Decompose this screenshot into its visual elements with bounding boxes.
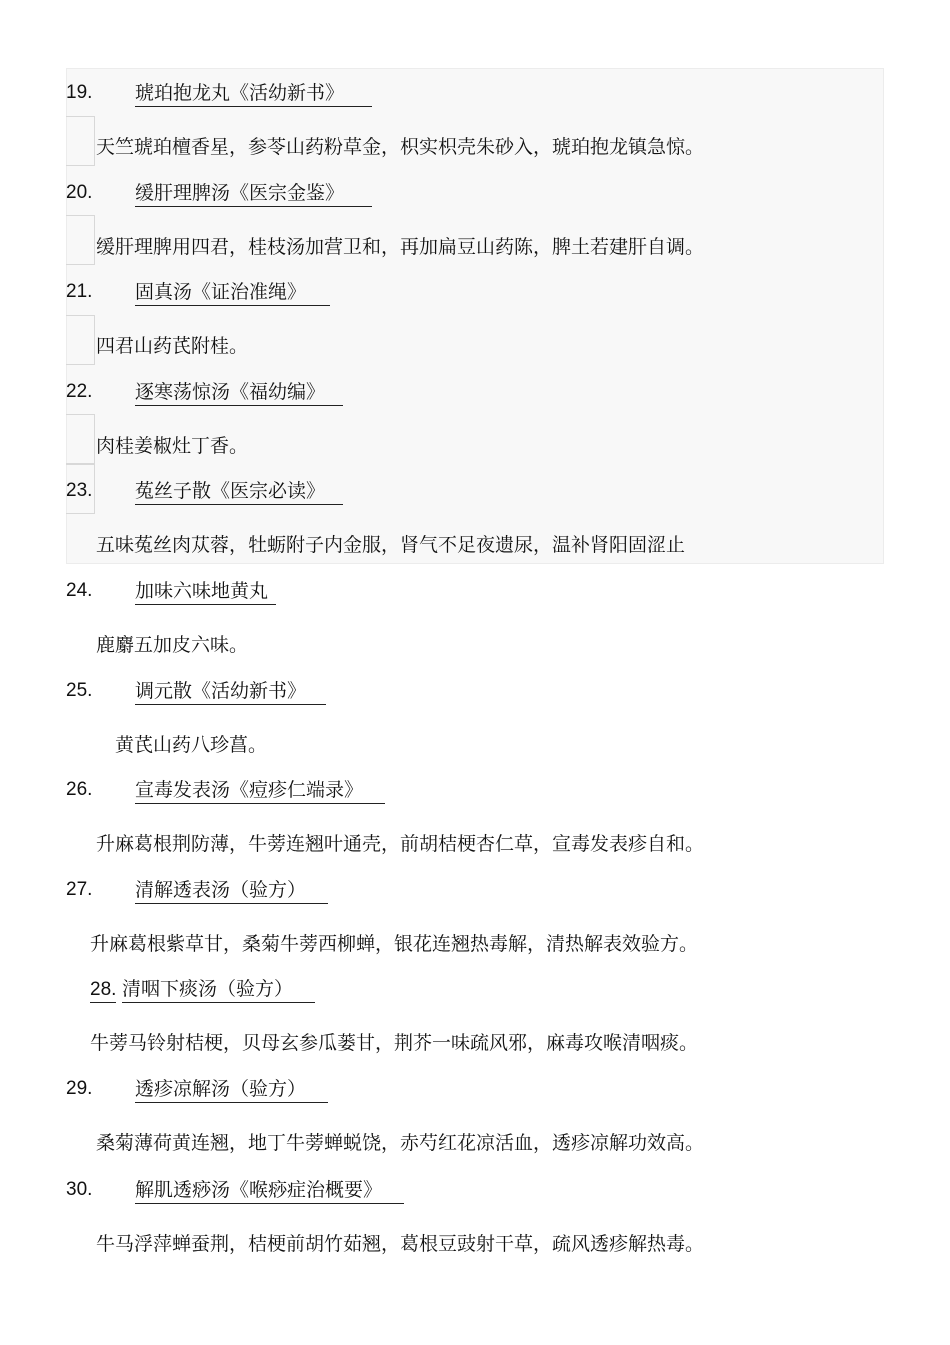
formula-title: 菟丝子散《医宗必读》 bbox=[135, 479, 343, 505]
formula-verse: 五味菟丝肉苁蓉，牡蛎附子内金服，肾气不足夜遗尿，温补肾阳固涩止 bbox=[96, 534, 686, 556]
formula-title: 缓肝理脾汤《医宗金鉴》 bbox=[135, 181, 372, 207]
formula-entry bbox=[0, 470, 950, 570]
entry-number: 25. bbox=[66, 680, 93, 701]
formula-title: 调元散《活幼新书》 bbox=[135, 679, 326, 705]
entry-number: 19. bbox=[66, 82, 93, 103]
formula-verse: 牛蒡马铃射桔梗，贝母玄参瓜蒌甘，荆芥一味疏风邪，麻毒攻喉清咽痰。 bbox=[90, 1032, 699, 1054]
formula-title: 解肌透痧汤《喉痧症治概要》 bbox=[135, 1178, 404, 1204]
formula-entry bbox=[0, 72, 950, 172]
entry-number: 24. bbox=[66, 580, 93, 601]
formula-title: 清咽下痰汤（验方） bbox=[122, 977, 315, 1003]
formula-verse: 升麻葛根紫草甘，桑菊牛蒡西柳蝉，银花连翘热毒解，清热解表效验方。 bbox=[90, 933, 699, 955]
formula-verse: 牛马浮萍蝉蚕荆，桔梗前胡竹茹翘，葛根豆豉射干草，疏风透疹解热毒。 bbox=[96, 1233, 705, 1255]
entry-number: 30. bbox=[66, 1179, 93, 1200]
formula-title: 透疹凉解汤（验方） bbox=[135, 1077, 328, 1103]
formula-verse: 缓肝理脾用四君，桂枝汤加营卫和，再加扁豆山药陈，脾土若建肝自调。 bbox=[96, 236, 705, 258]
entry-number: 29. bbox=[66, 1078, 93, 1099]
formula-verse: 桑菊薄荷黄连翘，地丁牛蒡蝉蜕饶，赤芍红花凉活血，透疹凉解功效高。 bbox=[96, 1132, 705, 1154]
formula-entry bbox=[0, 1169, 950, 1269]
formula-entry bbox=[0, 172, 950, 272]
entry-number: 26. bbox=[66, 779, 93, 800]
formula-title: 逐寒荡惊汤《福幼编》 bbox=[135, 380, 343, 406]
formula-entry bbox=[0, 570, 950, 670]
entry-number: 23. bbox=[66, 480, 93, 501]
formula-verse: 升麻葛根荆防薄，牛蒡连翘叶通壳，前胡桔梗杏仁草，宣毒发表疹自和。 bbox=[96, 833, 705, 855]
formula-title: 清解透表汤（验方） bbox=[135, 878, 328, 904]
formula-entry bbox=[0, 371, 950, 471]
entry-number: 28. bbox=[90, 977, 116, 1003]
formula-verse: 天竺琥珀檀香星，参苓山药粉草金，枳实枳壳朱砂入，琥珀抱龙镇急惊。 bbox=[96, 136, 705, 158]
formula-title: 宣毒发表汤《痘疹仁端录》 bbox=[135, 778, 385, 804]
formula-verse: 四君山药芪附桂。 bbox=[96, 335, 249, 357]
formula-verse: 黄芪山药八珍菖。 bbox=[115, 734, 268, 756]
formula-entry bbox=[0, 769, 950, 869]
entry-number: 27. bbox=[66, 879, 93, 900]
entry-number: 22. bbox=[66, 381, 93, 402]
formula-verse: 鹿麝五加皮六味。 bbox=[96, 634, 249, 656]
formula-entry bbox=[0, 1068, 950, 1168]
formula-entry bbox=[0, 271, 950, 371]
formula-entry bbox=[0, 869, 950, 969]
entry-number: 21. bbox=[66, 281, 93, 302]
formula-title: 固真汤《证治准绳》 bbox=[135, 280, 330, 306]
formula-entry bbox=[0, 670, 950, 770]
formula-title: 琥珀抱龙丸《活幼新书》 bbox=[135, 81, 372, 107]
formula-title: 加味六味地黄丸 bbox=[135, 579, 276, 605]
formula-entry bbox=[0, 968, 950, 1068]
formula-verse: 肉桂姜椒灶丁香。 bbox=[96, 435, 249, 457]
entry-number: 20. bbox=[66, 182, 93, 203]
